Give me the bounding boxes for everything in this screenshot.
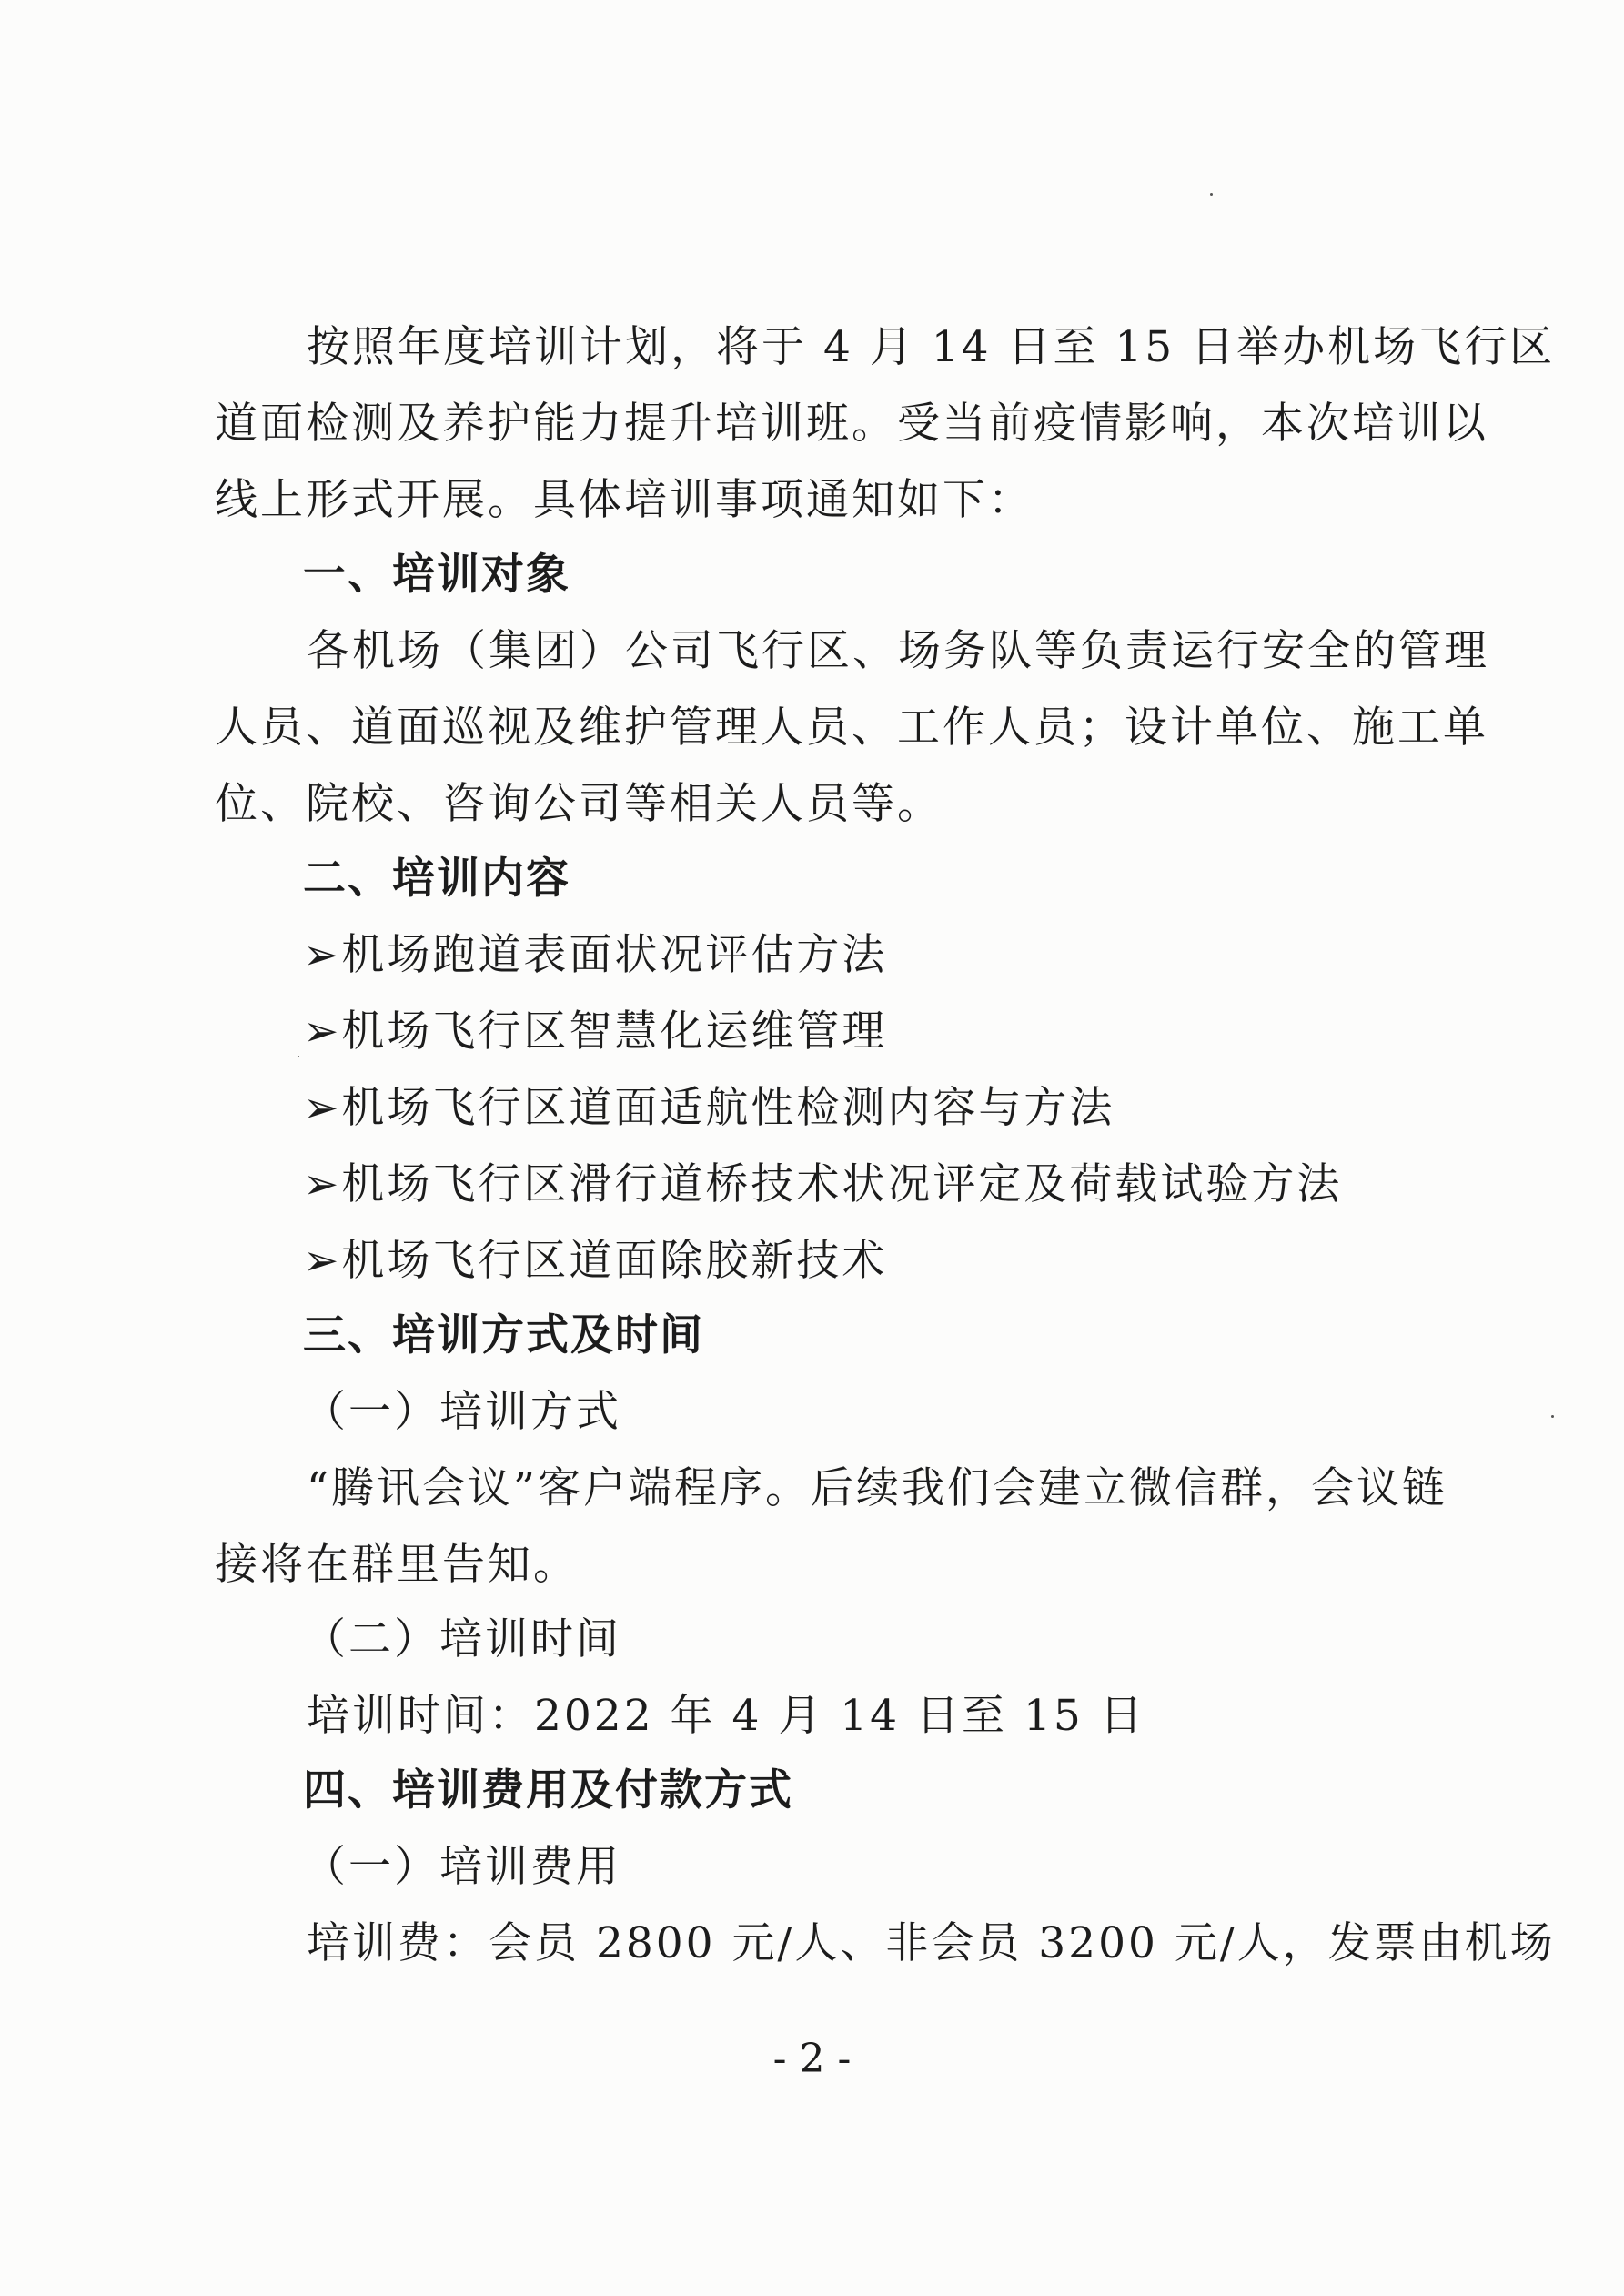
arrow-bullet-icon: ➢ (303, 1236, 342, 1286)
intro-line-3: 线上形式开展。具体培训事项通知如下： (215, 475, 1034, 525)
intro-line-1: 按照年度培训计划，将于 4 月 14 日至 15 日举办机场飞行区 (307, 322, 1556, 372)
arrow-bullet-icon: ➢ (303, 1159, 342, 1209)
section-3-sub-1-heading: （一）培训方式 (303, 1387, 621, 1437)
section-4-heading: 四、培训费用及付款方式 (303, 1765, 793, 1816)
scan-speck (1551, 1415, 1554, 1418)
section-4-sub-1-heading: （一）培训费用 (303, 1842, 621, 1892)
list-item (303, 1158, 1342, 1212)
list-item (303, 928, 887, 983)
scan-speck (1210, 193, 1213, 196)
scan-speck (298, 1056, 299, 1057)
section-3-sub-1-line-1: “腾讯会议”客户端程序。后续我们会建立微信群，会议链 (307, 1463, 1448, 1513)
section-1-line-1: 各机场（集团）公司飞行区、场务队等负责运行安全的管理 (307, 626, 1489, 676)
list-item (303, 1234, 887, 1289)
intro-line-2: 道面检测及养护能力提升培训班。受当前疫情影响，本次培训以 (215, 399, 1488, 449)
section-1-line-2: 人员、道面巡视及维护管理人员、工作人员；设计单位、施工单 (215, 703, 1488, 753)
section-3-sub-2-heading: （二）培训时间 (303, 1614, 621, 1664)
section-3-heading: 三、培训方式及时间 (303, 1310, 704, 1360)
list-item-text: 机场跑道表面状况评估方法 (341, 930, 888, 980)
list-item-text: 机场飞行区智慧化运维管理 (341, 1006, 888, 1057)
arrow-bullet-icon: ➢ (303, 930, 342, 980)
list-item-text: 机场飞行区道面除胶新技术 (341, 1236, 888, 1286)
section-3-sub-2-line: 培训时间：2022 年 4 月 14 日至 15 日 (307, 1691, 1145, 1741)
list-item-text: 机场飞行区道面适航性检测内容与方法 (341, 1083, 1115, 1133)
section-3-sub-1-line-2: 接将在群里告知。 (215, 1540, 579, 1590)
page-number: - 2 - (772, 2036, 852, 2082)
section-1-heading: 一、培训对象 (303, 550, 570, 600)
arrow-bullet-icon: ➢ (303, 1083, 342, 1133)
list-item (303, 1081, 1115, 1136)
section-2-heading: 二、培训内容 (303, 854, 570, 904)
arrow-bullet-icon: ➢ (303, 1006, 342, 1057)
list-item-text: 机场飞行区滑行道桥技术状况评定及荷载试验方法 (341, 1159, 1343, 1209)
section-1-line-3: 位、院校、咨询公司等相关人员等。 (215, 779, 943, 829)
section-4-sub-1-line: 培训费：会员 2800 元/人、非会员 3200 元/人，发票由机场 (307, 1918, 1556, 1968)
list-item (303, 1005, 887, 1059)
